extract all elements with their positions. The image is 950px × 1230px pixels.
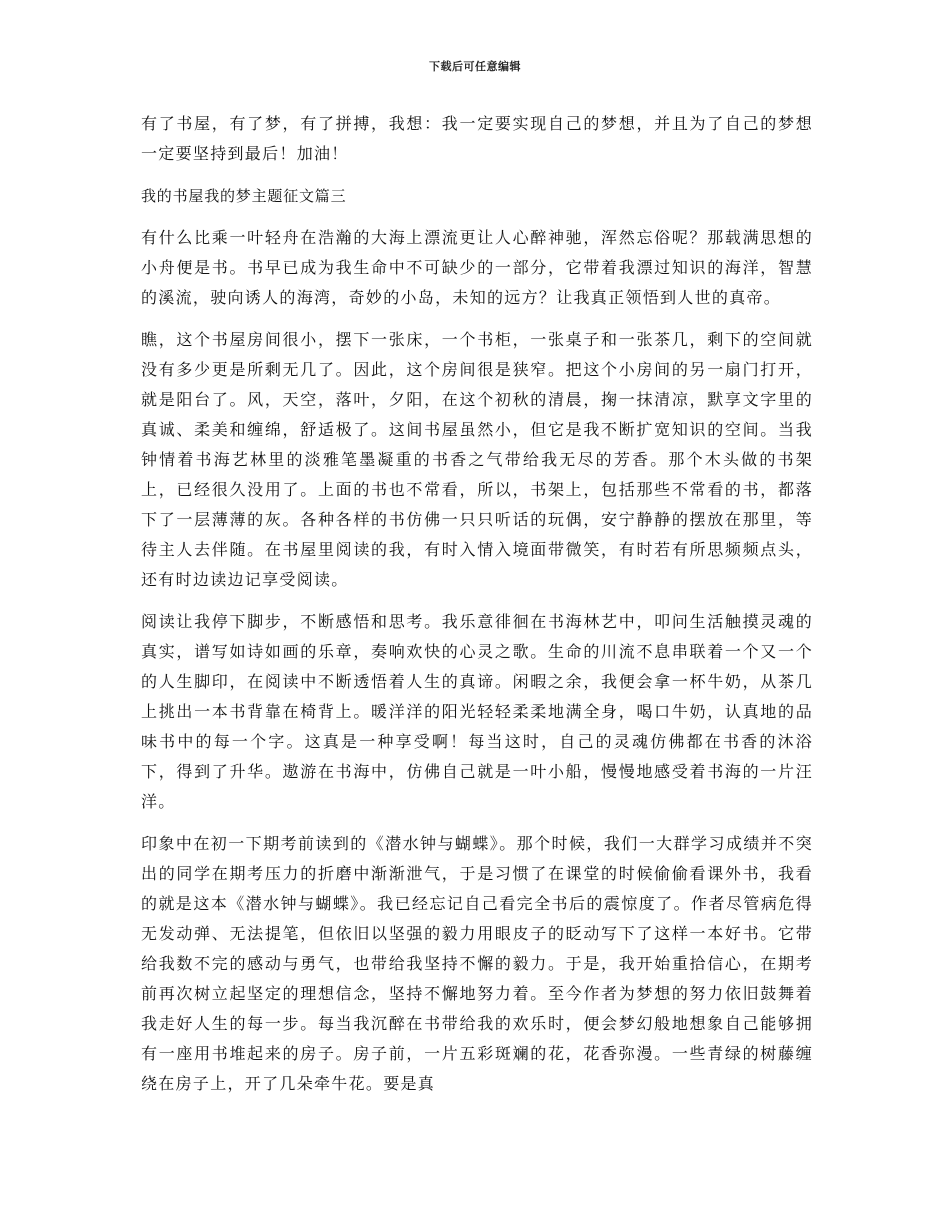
paragraph-reading: 阅读让我停下脚步，不断感悟和思考。我乐意徘徊在书海林艺中，叩问生活触摸灵魂的真实，谱写如诗如画的乐章，奏响欢快的心灵之歌。生命的川流不息串联着一个又一个的人生脚印，在阅读中不断透悟着人生的真谛。闲暇之余，我便会拿一杯牛奶，从茶几上挑出一本书背靠在椅背上。暖洋洋的阳光轻轻柔柔地满全身，喝口牛奶，认真地的品味书中的每一个字。这真是一种享受啊！每当这时，自己的灵魂仿佛都在书香的沐浴下，得到了升华。遨游在书海中，仿佛自己就是一叶小船，慢慢地感受着书海的一片汪洋。 <box>141 612 813 811</box>
section-heading: 我的书屋我的梦主题征文篇三 <box>141 187 347 205</box>
paragraph-intro: 有什么比乘一叶轻舟在浩瀚的大海上漂流更让人心醉神驰，浑然忘俗呢？那载满思想的小舟便是书。书早已成为我生命中不可缺少的一部分，它带着我漂过知识的海洋，智慧的溪流，驶向诱人的海湾，奇妙的小岛，未知的远方？让我真正领悟到人世的真帝。 <box>141 228 813 307</box>
paragraph-closing: 有了书屋，有了梦，有了拼搏，我想：我一定要实现自己的梦想，并且为了自己的梦想一定要坚持到最后！加油！ <box>141 114 813 163</box>
paragraph-memory: 印象中在初一下期考前读到的《潜水钟与蝴蝶》。那个时候，我们一大群学习成绩并不突出的同学在期考压力的折磨中渐渐泄气，于是习惯了在课堂的时候偷偷看课外书，我看的就是这本《潜水钟与蝴蝶》。我已经忘记自己看完全书后的震惊度了。作者尽管病危得无发动弹、无法提笔，但依旧以坚强的毅力用眼皮子的眨动写下了这样一本好书。它带给我数不完的感动与勇气，也带给我坚持不懈的毅力。于是，我开始重拾信心，在期考前再次树立起坚定的理想信念，坚持不懈地努力着。至今作者为梦想的努力依旧鼓舞着我走好人生的每一步。每当我沉醉在书带给我的欢乐时，便会梦幻般地想象自己能够拥有一座用书堆起来的房子。房子前，一片五彩斑斓的花，花香弥漫。一些青绿的树藤缠绕在房子上，开了几朵牵牛花。要是真 <box>141 834 813 1093</box>
document-body <box>141 109 813 1111</box>
page-header: 下载后可任意编辑 <box>429 60 521 73</box>
paragraph-book-room: 瞧，这个书屋房间很小，摆下一张床，一个书柜，一张桌子和一张茶几，剩下的空间就没有多少更是所剩无几了。因此，这个房间很是狭窄。把这个小房间的另一扇门打开，就是阳台了。风，天空，落叶，夕阳，在这个初秋的清晨，掬一抹清凉，默享文字里的真诚、柔美和缠绵，舒适极了。这间书屋虽然小，但它是我不断扩宽知识的空间。当我钟情着书海艺林里的淡雅笔墨凝重的书香之气带给我无尽的芳香。那个木头做的书架上，已经很久没用了。上面的书也不常看，所以，书架上，包括那些不常看的书，都落下了一层薄薄的灰。各种各样的书仿佛一只只听话的玩偶，安宁静静的摆放在那里，等待主人去伴随。在书屋里阅读的我，有时入情入境面带微笑，有时若有所思频频点头，还有时边读边记享受阅读。 <box>141 330 813 589</box>
